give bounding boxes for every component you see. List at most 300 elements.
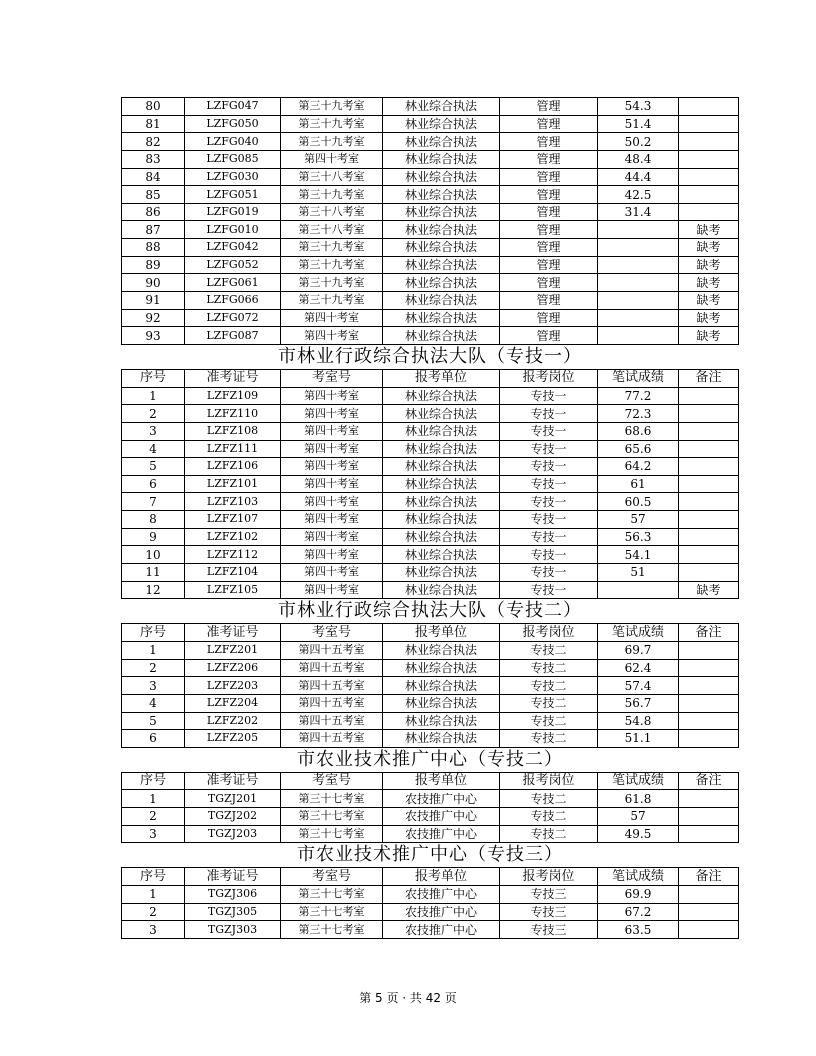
position-cell: 专技一 — [500, 458, 598, 476]
table-row — [122, 422, 739, 440]
position-cell: 专技一 — [500, 440, 598, 458]
unit-cell: 林业综合执法 — [383, 712, 500, 730]
remark-cell: 缺考 — [679, 581, 739, 599]
remark-cell — [679, 440, 739, 458]
position-cell: 专技一 — [500, 564, 598, 582]
score-cell — [598, 292, 679, 310]
score-cell: 51 — [598, 564, 679, 582]
position-cell: 专技二 — [500, 790, 598, 808]
seq-cell: 87 — [122, 221, 185, 239]
position-cell: 专技二 — [500, 641, 598, 659]
score-cell: 68.6 — [598, 422, 679, 440]
table-row — [122, 903, 739, 921]
column-header: 笔试成绩 — [598, 772, 679, 790]
unit-cell: 林业综合执法 — [383, 581, 500, 599]
unit-cell: 林业综合执法 — [383, 659, 500, 677]
remark-cell — [679, 641, 739, 659]
remark-cell — [679, 677, 739, 695]
exam-id-cell: LZFZ101 — [185, 475, 281, 493]
room-cell: 第三十九考室 — [281, 292, 383, 310]
unit-cell: 林业综合执法 — [383, 150, 500, 168]
remark-cell — [679, 808, 739, 826]
score-cell — [598, 221, 679, 239]
remark-cell — [679, 790, 739, 808]
column-header: 备注 — [679, 868, 739, 886]
seq-cell: 92 — [122, 309, 185, 327]
seq-cell: 80 — [122, 98, 185, 116]
column-header: 备注 — [679, 772, 739, 790]
table-row — [122, 511, 739, 529]
seq-cell: 7 — [122, 493, 185, 511]
position-cell: 专技一 — [500, 387, 598, 405]
table-row — [122, 309, 739, 327]
room-cell: 第四十五考室 — [281, 641, 383, 659]
seq-cell: 82 — [122, 133, 185, 151]
room-cell: 第四十考室 — [281, 309, 383, 327]
table-row — [122, 694, 739, 712]
exam-id-cell: TGZJ306 — [185, 885, 281, 903]
room-cell: 第四十考室 — [281, 387, 383, 405]
score-cell: 65.6 — [598, 440, 679, 458]
position-cell: 专技三 — [500, 885, 598, 903]
unit-cell: 林业综合执法 — [383, 309, 500, 327]
exam-id-cell: LZFZ108 — [185, 422, 281, 440]
score-cell: 56.7 — [598, 694, 679, 712]
unit-cell: 林业综合执法 — [383, 564, 500, 582]
position-cell: 管理 — [500, 150, 598, 168]
unit-cell: 农技推广中心 — [383, 903, 500, 921]
table-row — [122, 659, 739, 677]
unit-cell: 农技推广中心 — [383, 885, 500, 903]
score-cell — [598, 274, 679, 292]
seq-cell: 4 — [122, 694, 185, 712]
table-row — [122, 712, 739, 730]
score-cell: 49.5 — [598, 825, 679, 843]
section-title: 市农业技术推广中心（专技二） — [297, 748, 563, 770]
room-cell: 第四十考室 — [281, 327, 383, 345]
table-row — [122, 98, 739, 116]
exam-id-cell: LZFG010 — [185, 221, 281, 239]
column-header: 准考证号 — [185, 369, 281, 387]
seq-cell: 3 — [122, 825, 185, 843]
score-cell — [598, 256, 679, 274]
unit-cell: 林业综合执法 — [383, 458, 500, 476]
room-cell: 第三十七考室 — [281, 903, 383, 921]
seq-cell: 93 — [122, 327, 185, 345]
position-cell: 专技一 — [500, 422, 598, 440]
remark-cell — [679, 694, 739, 712]
table-row — [122, 790, 739, 808]
score-table — [121, 97, 739, 939]
remark-cell — [679, 564, 739, 582]
remark-cell — [679, 712, 739, 730]
column-header: 笔试成绩 — [598, 369, 679, 387]
unit-cell: 林业综合执法 — [383, 730, 500, 748]
position-cell: 专技一 — [500, 528, 598, 546]
column-header: 考室号 — [281, 624, 383, 642]
room-cell: 第四十考室 — [281, 422, 383, 440]
score-cell: 69.7 — [598, 641, 679, 659]
score-cell — [598, 309, 679, 327]
exam-id-cell: LZFG087 — [185, 327, 281, 345]
table-header-row — [122, 624, 739, 642]
remark-cell — [679, 659, 739, 677]
seq-cell: 5 — [122, 458, 185, 476]
position-cell: 专技二 — [500, 730, 598, 748]
table-row — [122, 475, 739, 493]
table-row — [122, 641, 739, 659]
seq-cell: 86 — [122, 203, 185, 221]
seq-cell: 9 — [122, 528, 185, 546]
exam-id-cell: LZFZ112 — [185, 546, 281, 564]
unit-cell: 林业综合执法 — [383, 239, 500, 257]
remark-cell — [679, 730, 739, 748]
unit-cell: 林业综合执法 — [383, 493, 500, 511]
score-cell: 60.5 — [598, 493, 679, 511]
position-cell: 专技一 — [500, 546, 598, 564]
unit-cell: 林业综合执法 — [383, 327, 500, 345]
room-cell: 第三十八考室 — [281, 203, 383, 221]
seq-cell: 10 — [122, 546, 185, 564]
room-cell: 第四十考室 — [281, 564, 383, 582]
room-cell: 第四十考室 — [281, 528, 383, 546]
seq-cell: 90 — [122, 274, 185, 292]
position-cell: 管理 — [500, 256, 598, 274]
seq-cell: 81 — [122, 115, 185, 133]
exam-id-cell: LZFZ102 — [185, 528, 281, 546]
score-cell: 44.4 — [598, 168, 679, 186]
column-header: 报考单位 — [383, 624, 500, 642]
exam-id-cell: TGZJ203 — [185, 825, 281, 843]
score-cell — [598, 581, 679, 599]
seq-cell: 4 — [122, 440, 185, 458]
unit-cell: 林业综合执法 — [383, 546, 500, 564]
room-cell: 第四十考室 — [281, 150, 383, 168]
column-header: 准考证号 — [185, 868, 281, 886]
position-cell: 专技二 — [500, 825, 598, 843]
unit-cell: 林业综合执法 — [383, 405, 500, 423]
exam-id-cell: LZFZ204 — [185, 694, 281, 712]
table-row — [122, 115, 739, 133]
column-header: 笔试成绩 — [598, 624, 679, 642]
exam-id-cell: LZFZ103 — [185, 493, 281, 511]
position-cell: 管理 — [500, 203, 598, 221]
room-cell: 第三十九考室 — [281, 256, 383, 274]
exam-id-cell: LZFG050 — [185, 115, 281, 133]
exam-id-cell: LZFZ205 — [185, 730, 281, 748]
column-header: 序号 — [122, 369, 185, 387]
score-cell: 64.2 — [598, 458, 679, 476]
seq-cell: 6 — [122, 730, 185, 748]
seq-cell: 2 — [122, 659, 185, 677]
section-title: 市林业行政综合执法大队（专技二） — [278, 600, 582, 622]
table-row — [122, 405, 739, 423]
score-cell: 54.1 — [598, 546, 679, 564]
exam-id-cell: LZFG072 — [185, 309, 281, 327]
position-cell: 专技二 — [500, 712, 598, 730]
seq-cell: 3 — [122, 677, 185, 695]
exam-id-cell: TGZJ201 — [185, 790, 281, 808]
remark-cell — [679, 115, 739, 133]
exam-id-cell: LZFZ111 — [185, 440, 281, 458]
seq-cell: 1 — [122, 387, 185, 405]
unit-cell: 林业综合执法 — [383, 528, 500, 546]
score-cell: 51.1 — [598, 730, 679, 748]
unit-cell: 林业综合执法 — [383, 387, 500, 405]
remark-cell — [679, 387, 739, 405]
position-cell: 专技一 — [500, 493, 598, 511]
unit-cell: 林业综合执法 — [383, 422, 500, 440]
table-row — [122, 581, 739, 599]
table-row — [122, 168, 739, 186]
table-row — [122, 274, 739, 292]
column-header: 序号 — [122, 772, 185, 790]
column-header: 报考岗位 — [500, 624, 598, 642]
exam-id-cell: LZFZ201 — [185, 641, 281, 659]
column-header: 备注 — [679, 624, 739, 642]
position-cell: 管理 — [500, 239, 598, 257]
position-cell: 管理 — [500, 115, 598, 133]
table-header-row — [122, 772, 739, 790]
unit-cell: 林业综合执法 — [383, 292, 500, 310]
room-cell: 第三十九考室 — [281, 186, 383, 204]
score-cell: 56.3 — [598, 528, 679, 546]
room-cell: 第四十五考室 — [281, 730, 383, 748]
exam-id-cell: LZFZ202 — [185, 712, 281, 730]
room-cell: 第三十九考室 — [281, 98, 383, 116]
unit-cell: 林业综合执法 — [383, 641, 500, 659]
score-document — [121, 97, 738, 939]
unit-cell: 林业综合执法 — [383, 98, 500, 116]
seq-cell: 1 — [122, 790, 185, 808]
score-cell: 72.3 — [598, 405, 679, 423]
exam-id-cell: LZFZ105 — [185, 581, 281, 599]
seq-cell: 2 — [122, 405, 185, 423]
exam-id-cell: TGZJ303 — [185, 921, 281, 939]
room-cell: 第四十考室 — [281, 458, 383, 476]
column-header: 报考岗位 — [500, 369, 598, 387]
seq-cell: 83 — [122, 150, 185, 168]
remark-cell — [679, 405, 739, 423]
seq-cell: 2 — [122, 903, 185, 921]
position-cell: 管理 — [500, 133, 598, 151]
position-cell: 管理 — [500, 309, 598, 327]
section-title: 市林业行政综合执法大队（专技一） — [278, 345, 582, 367]
table-row — [122, 825, 739, 843]
table-row — [122, 186, 739, 204]
unit-cell: 农技推广中心 — [383, 808, 500, 826]
score-cell: 54.8 — [598, 712, 679, 730]
room-cell: 第四十考室 — [281, 440, 383, 458]
score-cell: 42.5 — [598, 186, 679, 204]
position-cell: 专技二 — [500, 694, 598, 712]
unit-cell: 林业综合执法 — [383, 203, 500, 221]
room-cell: 第三十八考室 — [281, 221, 383, 239]
score-cell: 61.8 — [598, 790, 679, 808]
position-cell: 专技二 — [500, 677, 598, 695]
position-cell: 专技三 — [500, 903, 598, 921]
unit-cell: 林业综合执法 — [383, 115, 500, 133]
room-cell: 第四十考室 — [281, 475, 383, 493]
table-header-row — [122, 369, 739, 387]
table-row — [122, 808, 739, 826]
seq-cell: 85 — [122, 186, 185, 204]
exam-id-cell: LZFZ206 — [185, 659, 281, 677]
position-cell: 管理 — [500, 186, 598, 204]
remark-cell: 缺考 — [679, 327, 739, 345]
unit-cell: 林业综合执法 — [383, 186, 500, 204]
table-row — [122, 239, 739, 257]
column-header: 笔试成绩 — [598, 868, 679, 886]
room-cell: 第三十八考室 — [281, 168, 383, 186]
exam-id-cell: LZFZ110 — [185, 405, 281, 423]
column-header: 报考单位 — [383, 772, 500, 790]
table-row — [122, 528, 739, 546]
unit-cell: 农技推广中心 — [383, 790, 500, 808]
score-cell: 50.2 — [598, 133, 679, 151]
table-row — [122, 203, 739, 221]
exam-id-cell: LZFG040 — [185, 133, 281, 151]
remark-cell — [679, 168, 739, 186]
remark-cell — [679, 546, 739, 564]
table-row — [122, 221, 739, 239]
score-cell — [598, 239, 679, 257]
room-cell: 第三十九考室 — [281, 274, 383, 292]
unit-cell: 林业综合执法 — [383, 168, 500, 186]
score-cell: 62.4 — [598, 659, 679, 677]
room-cell: 第四十五考室 — [281, 677, 383, 695]
unit-cell: 林业综合执法 — [383, 677, 500, 695]
room-cell: 第三十九考室 — [281, 239, 383, 257]
seq-cell: 3 — [122, 921, 185, 939]
room-cell: 第四十考室 — [281, 511, 383, 529]
remark-cell — [679, 475, 739, 493]
exam-id-cell: LZFG061 — [185, 274, 281, 292]
unit-cell: 林业综合执法 — [383, 256, 500, 274]
room-cell: 第四十考室 — [281, 581, 383, 599]
exam-id-cell: TGZJ305 — [185, 903, 281, 921]
remark-cell: 缺考 — [679, 274, 739, 292]
table-row — [122, 256, 739, 274]
column-header: 序号 — [122, 868, 185, 886]
column-header: 报考岗位 — [500, 772, 598, 790]
seq-cell: 84 — [122, 168, 185, 186]
exam-id-cell: TGZJ202 — [185, 808, 281, 826]
score-cell: 51.4 — [598, 115, 679, 133]
remark-cell — [679, 203, 739, 221]
column-header: 报考岗位 — [500, 868, 598, 886]
unit-cell: 林业综合执法 — [383, 274, 500, 292]
score-cell: 57 — [598, 511, 679, 529]
column-header: 考室号 — [281, 772, 383, 790]
remark-cell — [679, 98, 739, 116]
remark-cell — [679, 493, 739, 511]
seq-cell: 91 — [122, 292, 185, 310]
exam-id-cell: LZFZ104 — [185, 564, 281, 582]
score-cell — [598, 327, 679, 345]
seq-cell: 5 — [122, 712, 185, 730]
table-row — [122, 440, 739, 458]
exam-id-cell: LZFG047 — [185, 98, 281, 116]
exam-id-cell: LZFZ203 — [185, 677, 281, 695]
column-header: 报考单位 — [383, 868, 500, 886]
remark-cell — [679, 150, 739, 168]
seq-cell: 11 — [122, 564, 185, 582]
table-row — [122, 677, 739, 695]
unit-cell: 农技推广中心 — [383, 825, 500, 843]
unit-cell: 林业综合执法 — [383, 221, 500, 239]
remark-cell: 缺考 — [679, 256, 739, 274]
position-cell: 管理 — [500, 327, 598, 345]
score-cell: 61 — [598, 475, 679, 493]
seq-cell: 2 — [122, 808, 185, 826]
unit-cell: 林业综合执法 — [383, 440, 500, 458]
position-cell: 专技二 — [500, 659, 598, 677]
room-cell: 第三十七考室 — [281, 790, 383, 808]
position-cell: 专技一 — [500, 405, 598, 423]
score-cell: 77.2 — [598, 387, 679, 405]
unit-cell: 林业综合执法 — [383, 511, 500, 529]
table-row — [122, 150, 739, 168]
column-header: 准考证号 — [185, 624, 281, 642]
exam-id-cell: LZFG030 — [185, 168, 281, 186]
table-row — [122, 730, 739, 748]
position-cell: 管理 — [500, 168, 598, 186]
column-header: 考室号 — [281, 868, 383, 886]
remark-cell — [679, 903, 739, 921]
remark-cell: 缺考 — [679, 292, 739, 310]
remark-cell — [679, 422, 739, 440]
table-row — [122, 546, 739, 564]
table-row — [122, 387, 739, 405]
remark-cell: 缺考 — [679, 221, 739, 239]
room-cell: 第四十考室 — [281, 493, 383, 511]
score-cell: 48.4 — [598, 150, 679, 168]
seq-cell: 1 — [122, 885, 185, 903]
remark-cell: 缺考 — [679, 239, 739, 257]
column-header: 报考单位 — [383, 369, 500, 387]
page-footer: 第 5 页 · 共 42 页 — [359, 991, 457, 1005]
seq-cell: 12 — [122, 581, 185, 599]
seq-cell: 88 — [122, 239, 185, 257]
exam-id-cell: LZFG051 — [185, 186, 281, 204]
room-cell: 第三十七考室 — [281, 808, 383, 826]
section-title-row — [122, 344, 739, 369]
column-header: 准考证号 — [185, 772, 281, 790]
score-cell: 57 — [598, 808, 679, 826]
score-cell: 63.5 — [598, 921, 679, 939]
remark-cell — [679, 458, 739, 476]
room-cell: 第四十五考室 — [281, 712, 383, 730]
table-row — [122, 885, 739, 903]
room-cell: 第四十五考室 — [281, 659, 383, 677]
position-cell: 管理 — [500, 221, 598, 239]
room-cell: 第三十九考室 — [281, 115, 383, 133]
exam-id-cell: LZFG042 — [185, 239, 281, 257]
column-header: 序号 — [122, 624, 185, 642]
remark-cell — [679, 133, 739, 151]
unit-cell: 农技推广中心 — [383, 921, 500, 939]
remark-cell: 缺考 — [679, 309, 739, 327]
seq-cell: 6 — [122, 475, 185, 493]
room-cell: 第三十九考室 — [281, 133, 383, 151]
position-cell: 专技一 — [500, 511, 598, 529]
table-row — [122, 133, 739, 151]
room-cell: 第三十七考室 — [281, 885, 383, 903]
table-row — [122, 327, 739, 345]
score-cell: 31.4 — [598, 203, 679, 221]
remark-cell — [679, 186, 739, 204]
